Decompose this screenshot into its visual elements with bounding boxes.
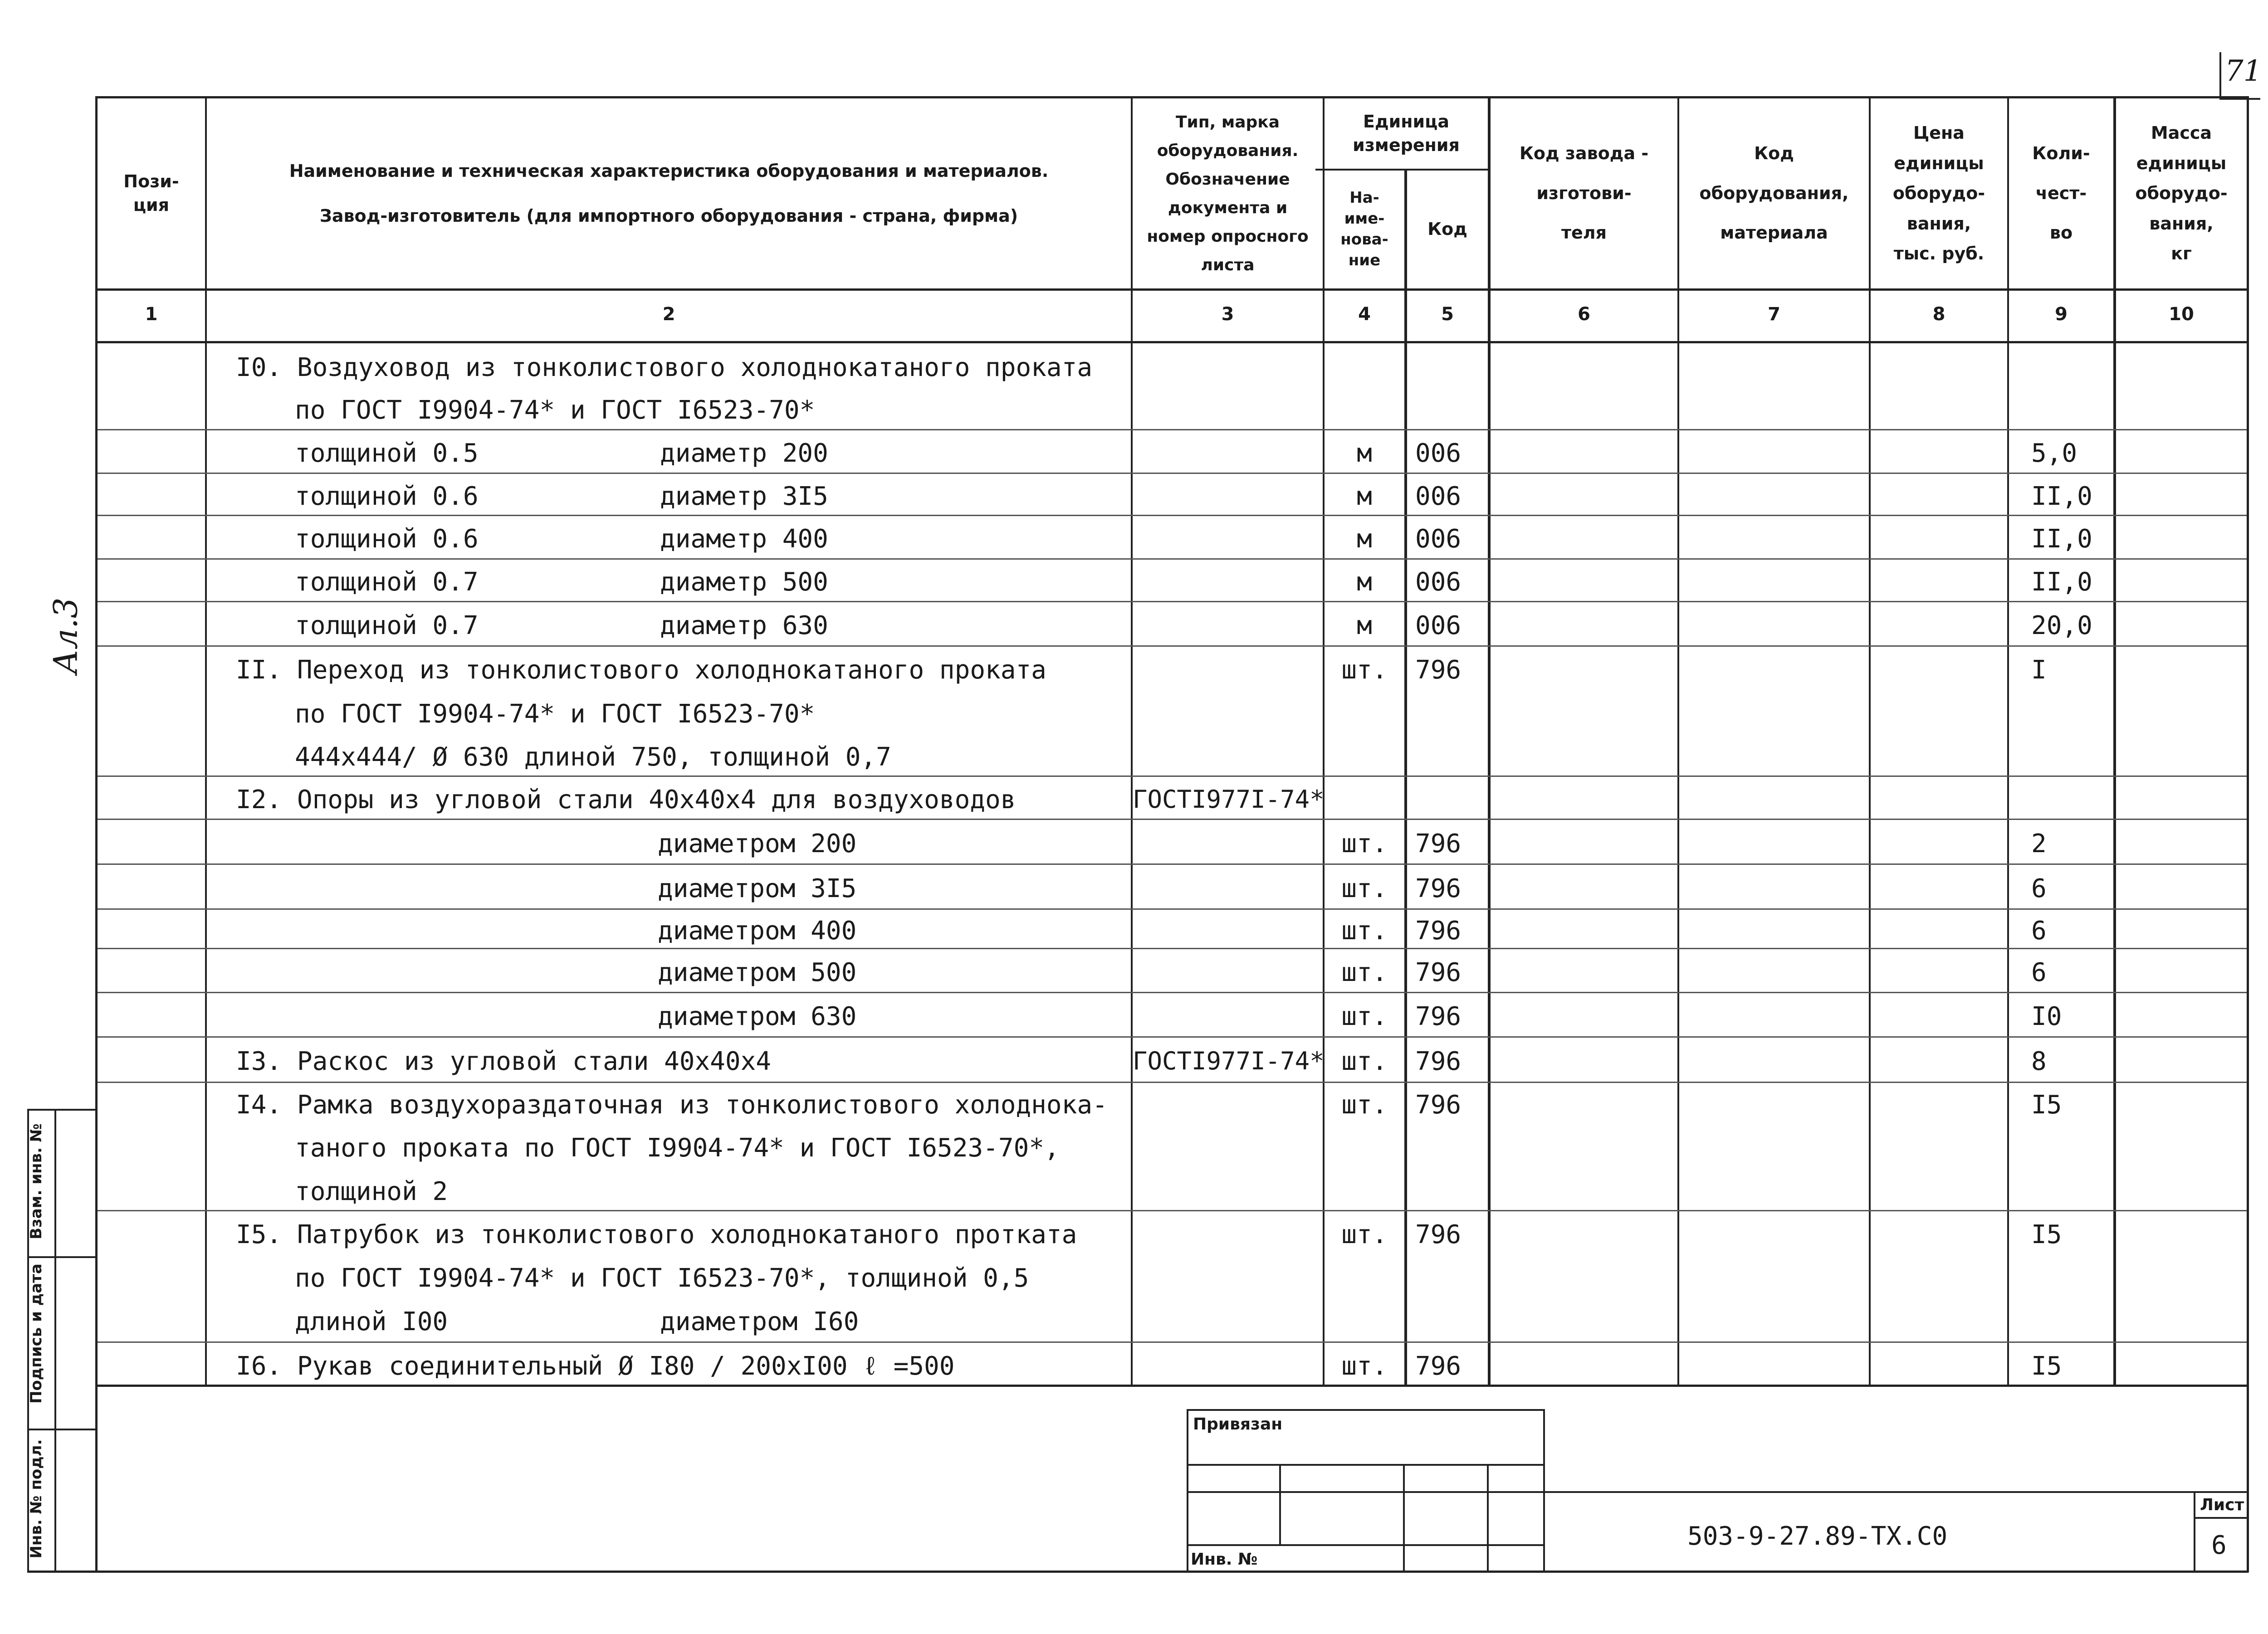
row-name: I6. Рукав соединительный Ø I80 / 200xI00 ℓ =500 [236, 1351, 955, 1381]
row-separator [98, 473, 2247, 474]
row-quantity: II,0 [2031, 567, 2092, 597]
row-quantity: I [2031, 655, 2047, 685]
page-corner-number: 71 [2225, 54, 2262, 88]
row-name: толщиной 0.7 [295, 611, 479, 640]
row-separator [98, 948, 2247, 949]
column-numbers-line [95, 341, 2248, 343]
row-name: толщиной 0.6 [295, 481, 479, 511]
col-divider [1488, 96, 1491, 1386]
title-block-line [1543, 1409, 1545, 1572]
row-name-detail: диаметром 500 [658, 957, 857, 987]
row-separator [98, 601, 2247, 602]
row-separator [98, 515, 2247, 516]
row-separator [98, 1341, 2247, 1343]
col-divider [205, 96, 207, 1386]
header-price: Цена единицы оборудо- вания, тыс. руб. [1892, 123, 1985, 264]
row-name-detail: диаметром I60 [660, 1307, 859, 1336]
row-code: 796 [1415, 1002, 1461, 1031]
stamp-inv-original: Инв. № подл. [27, 1439, 45, 1559]
row-unit: шт. [1341, 1351, 1388, 1381]
row-separator [98, 1036, 2247, 1038]
row-code: 006 [1415, 567, 1461, 597]
column-number: 2 [662, 304, 675, 325]
row-name: I4. Рамка воздухораздаточная из тонколистового холоднока- [236, 1090, 1108, 1120]
row-quantity: 8 [2031, 1047, 2047, 1076]
header-name: Наименование и техническая характеристика оборудования и материалов. Завод-изготовитель (для импортного оборудования - страна, фирма) [289, 161, 1049, 226]
row-name: 444x444/ Ø 630 длиной 750, толщиной 0,7 [295, 742, 891, 772]
row-quantity: 5,0 [2031, 439, 2077, 468]
row-unit: м [1357, 439, 1372, 468]
stamp-line [27, 1256, 95, 1258]
row-name: по ГОСТ I9904-74* и ГОСТ I6523-70* [295, 699, 815, 729]
title-block-line [2194, 1491, 2195, 1572]
row-code: 796 [1415, 873, 1461, 903]
title-block-line [1403, 1464, 1405, 1572]
title-block-line [1187, 1491, 1545, 1493]
column-number: 1 [145, 304, 158, 325]
row-code: 796 [1415, 1047, 1461, 1076]
row-name-detail: диаметр 500 [660, 567, 828, 597]
row-code: 796 [1415, 916, 1461, 946]
row-separator [98, 776, 2247, 777]
row-code: 006 [1415, 481, 1461, 511]
stamp-line [54, 1109, 56, 1572]
stamp-line [27, 1109, 95, 1111]
col-divider [2113, 96, 2116, 1386]
row-quantity: I5 [2031, 1090, 2062, 1120]
row-name-detail: диаметром 400 [658, 916, 857, 946]
row-name: I3. Раскос из угловой стали 40x40x4 [236, 1047, 772, 1076]
stamp-replaced-inv: Взам. инв. № [27, 1123, 45, 1239]
row-separator [98, 908, 2247, 910]
title-block-line [1187, 1409, 1188, 1572]
row-code: 796 [1415, 655, 1461, 685]
row-unit: м [1357, 481, 1372, 511]
title-block-line [1279, 1464, 1281, 1544]
row-unit: шт. [1341, 1047, 1388, 1076]
row-separator [98, 1210, 2247, 1211]
column-number: 8 [1932, 304, 1945, 325]
row-name: длиной I00 [295, 1307, 448, 1336]
inventory-label: Инв. № [1191, 1550, 1258, 1569]
row-name-detail: диаметр 400 [660, 524, 828, 554]
row-unit: м [1357, 567, 1372, 597]
title-block-line [1545, 1491, 2248, 1493]
header-type: Тип, марка оборудования. Обозначение документа и номер опросного листа [1147, 112, 1309, 274]
row-unit: шт. [1341, 873, 1388, 903]
row-code: 796 [1415, 957, 1461, 987]
row-code: 796 [1415, 1351, 1461, 1381]
row-quantity: I0 [2031, 1002, 2062, 1031]
row-code: 006 [1415, 524, 1461, 554]
row-quantity: 6 [2031, 873, 2047, 903]
column-number: 5 [1441, 304, 1454, 325]
row-separator [98, 558, 2247, 560]
table-border-right [2247, 96, 2249, 1572]
row-name: I2. Опоры из угловой стали 40x40x4 для воздуховодов [236, 785, 1016, 815]
row-code: 796 [1415, 829, 1461, 858]
stamp-signature-date: Подпись и дата [27, 1263, 45, 1404]
row-quantity: 6 [2031, 916, 2047, 946]
col-divider [1869, 96, 1871, 1386]
margin-note: Ал.3 [46, 597, 85, 674]
row-name: II. Переход из тонколистового холоднокатаного проката [236, 655, 1046, 685]
stamp-line [27, 1429, 95, 1430]
row-name: I5. Патрубок из тонколистового холоднокатаного протката [236, 1219, 1077, 1249]
row-unit: шт. [1341, 916, 1388, 946]
col-divider [1404, 169, 1407, 1386]
row-name: по ГОСТ I9904-74* и ГОСТ I6523-70* [295, 395, 815, 425]
row-unit: шт. [1341, 1002, 1388, 1031]
row-separator [98, 863, 2247, 865]
col-divider [1323, 96, 1325, 1386]
column-number: 4 [1358, 304, 1371, 325]
row-separator [98, 992, 2247, 993]
page-bottom-line [27, 1571, 2248, 1573]
row-code: 006 [1415, 611, 1461, 640]
header-mass: Масса единицы оборудо- вания, кг [2135, 123, 2228, 264]
header-position: Пози- ция [123, 171, 179, 215]
row-quantity: 2 [2031, 829, 2047, 858]
row-name: толщиной 0.6 [295, 524, 479, 554]
title-block-line [1487, 1464, 1489, 1572]
title-block-line [2194, 1517, 2248, 1519]
column-number: 3 [1221, 304, 1234, 325]
title-block-line [1187, 1409, 1545, 1411]
column-number: 6 [1578, 304, 1590, 325]
row-quantity: I5 [2031, 1351, 2062, 1381]
row-name: по ГОСТ I9904-74* и ГОСТ I6523-70*, толщиной 0,5 [295, 1263, 1029, 1293]
row-unit: м [1357, 524, 1372, 554]
header-unit-group: Единица измерения [1353, 112, 1460, 155]
sheet-number: 6 [2211, 1531, 2227, 1560]
col-divider [2007, 96, 2009, 1386]
sheet-label: Лист [2200, 1496, 2244, 1514]
row-name-detail: диаметр 3I5 [660, 481, 828, 511]
row-name: толщиной 2 [295, 1176, 448, 1206]
row-type: ГОСТI977I-74* [1133, 1047, 1325, 1075]
title-block-line [1187, 1464, 1545, 1466]
row-code: 796 [1415, 1219, 1461, 1249]
row-quantity: I5 [2031, 1219, 2062, 1249]
row-separator [98, 429, 2247, 430]
table-bottom-line [95, 1385, 2248, 1387]
row-separator [98, 819, 2247, 820]
row-unit: шт. [1341, 1219, 1388, 1249]
bound-label: Привязан [1193, 1415, 1283, 1434]
col-divider [1677, 96, 1679, 1386]
row-code: 796 [1415, 1090, 1461, 1120]
row-name: I0. Воздуховод из тонколистового холоднокатаного проката [236, 352, 1093, 382]
row-quantity: 6 [2031, 957, 2047, 987]
row-quantity: II,0 [2031, 481, 2092, 511]
row-name: таного проката по ГОСТ I9904-74* и ГОСТ I6523-70*, [295, 1133, 1060, 1163]
title-block-line [1187, 1544, 1545, 1546]
row-quantity: 20,0 [2031, 611, 2092, 640]
row-unit: шт. [1341, 829, 1388, 858]
row-quantity: II,0 [2031, 524, 2092, 554]
row-code: 006 [1415, 439, 1461, 468]
row-separator [98, 1082, 2247, 1083]
row-name-detail: диаметром 200 [658, 829, 857, 858]
column-number: 10 [2169, 304, 2194, 325]
row-type: ГОСТI977I-74* [1133, 785, 1325, 814]
header-equipment-code: Код оборудования, материала [1699, 143, 1849, 243]
header-unit-name: На- име- нова- ние [1340, 189, 1388, 269]
header-quantity: Коли- чест- во [2032, 143, 2090, 243]
row-name-detail: диаметром 630 [658, 1002, 857, 1031]
row-unit: шт. [1341, 1090, 1388, 1120]
corner-mark-line [2219, 52, 2221, 100]
column-number: 7 [1768, 304, 1780, 325]
row-name: толщиной 0.5 [295, 439, 479, 468]
row-name-detail: диаметр 630 [660, 611, 828, 640]
header-unit-code: Код [1427, 219, 1467, 239]
row-unit: м [1357, 611, 1372, 640]
header-bottom-line [95, 288, 2248, 291]
col-divider [1131, 96, 1133, 1386]
row-name-detail: диаметром 3I5 [658, 873, 857, 903]
row-separator [98, 645, 2247, 647]
document-code: 503-9-27.89-ТХ.С0 [1687, 1522, 1948, 1551]
row-name-detail: диаметр 200 [660, 439, 828, 468]
header-factory-code: Код завода - изготови- теля [1519, 143, 1649, 243]
row-unit: шт. [1341, 655, 1388, 685]
row-unit: шт. [1341, 957, 1388, 987]
column-number: 9 [2055, 304, 2068, 325]
row-name: толщиной 0.7 [295, 567, 479, 597]
